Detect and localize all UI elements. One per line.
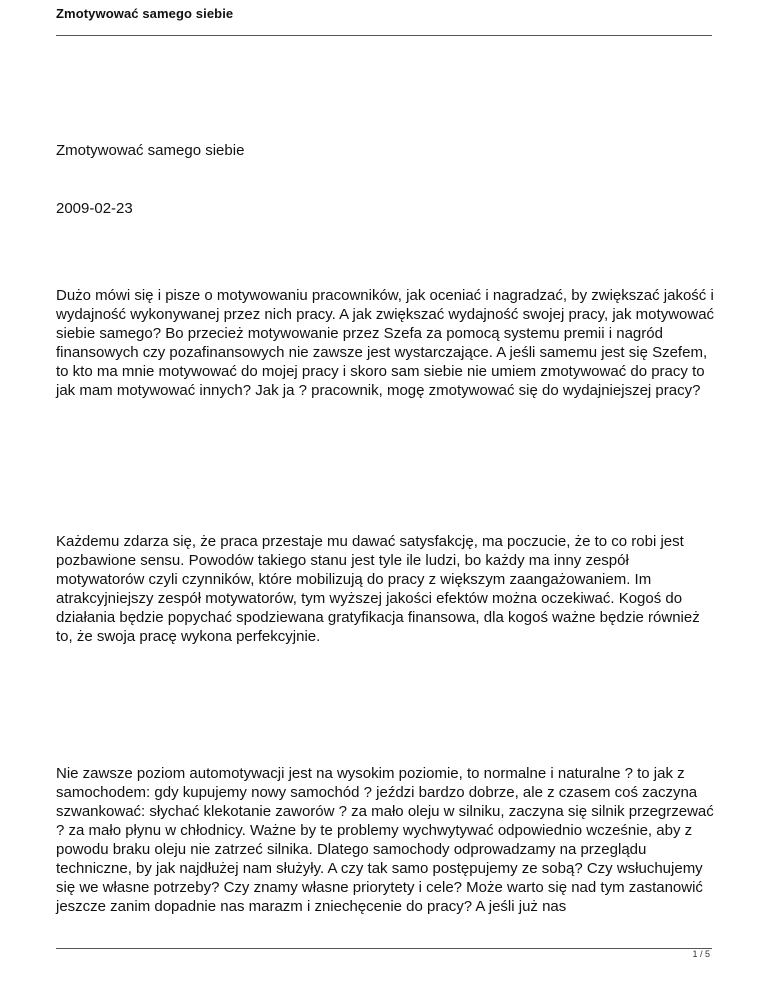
document-title: Zmotywować samego siebie bbox=[56, 142, 245, 159]
header-divider bbox=[56, 35, 712, 36]
footer-divider bbox=[56, 948, 712, 949]
page-number: 1 / 5 bbox=[692, 949, 710, 959]
paragraph: Nie zawsze poziom automotywacji jest na wysokim poziomie, to normalne i naturalne ? to jak z samochodem: gdy kupujemy nowy samochód ? jeździ bardzo dobrze, ale z czasem coś zaczyna szwankować: słychać klekotanie zaworów ? za mało oleju w silniku, zaczyna się silnik przegrzewać ? za mało płynu w chłodnicy. Ważne by te problemy wychwytywać odpowiednio wcześnie, aby z powodu braku oleju nie zatrzeć silnika. Dlatego samochody odprowadzamy na przeglądu techniczne, by jak najdłużej nam służyły. A czy tak samo postępujemy ze sobą? Czy wsłuchujemy się we własne potrzeby? Czy znamy własne priorytety i cele? Może warto się nad tym zastanowić jeszcze zanim dopadnie nas marazm i zniechęcenie do pracy? A jeśli już nas bbox=[56, 765, 714, 915]
document-date: 2009-02-23 bbox=[56, 200, 133, 217]
paragraph: Każdemu zdarza się, że praca przestaje mu dawać satysfakcję, ma poczucie, że to co robi jest pozbawione sensu. Powodów takiego stanu jest tyle ile ludzi, bo każdy ma inny zespół motywatorów czyli czynników, które mobilizują do pracy z większym zaangażowaniem. Im atrakcyjniejszy zespół motywatorów, tym wyższej jakości efektów można oczekiwać. Kogoś do działania będzie popychać spodziewana gratyfikacja finansowa, dla kogoś ważne będzie również to, że swoja pracę wykona perfekcyjnie. bbox=[56, 533, 700, 645]
paragraph: Dużo mówi się i pisze o motywowaniu pracowników, jak oceniać i nagradzać, by zwiększać jakość i wydajność wykonywanej przez nich pracy. A jak zwiększać wydajność swojej pracy, jak motywować siebie samego? Bo przecież motywowanie przez Szefa za pomocą systemu premii i nagród finansowych czy pozafinansowych nie zawsze jest wystarczające. A jeśli samemu jest się Szefem, to kto ma mnie motywować do mojej pracy i skoro sam siebie nie umiem zmotywować do pracy to jak mam motywować innych? Jak ja ? pracownik, mogę zmotywować się do wydajniejszej pracy? bbox=[56, 287, 715, 399]
header-title: Zmotywować samego siebie bbox=[56, 6, 234, 21]
